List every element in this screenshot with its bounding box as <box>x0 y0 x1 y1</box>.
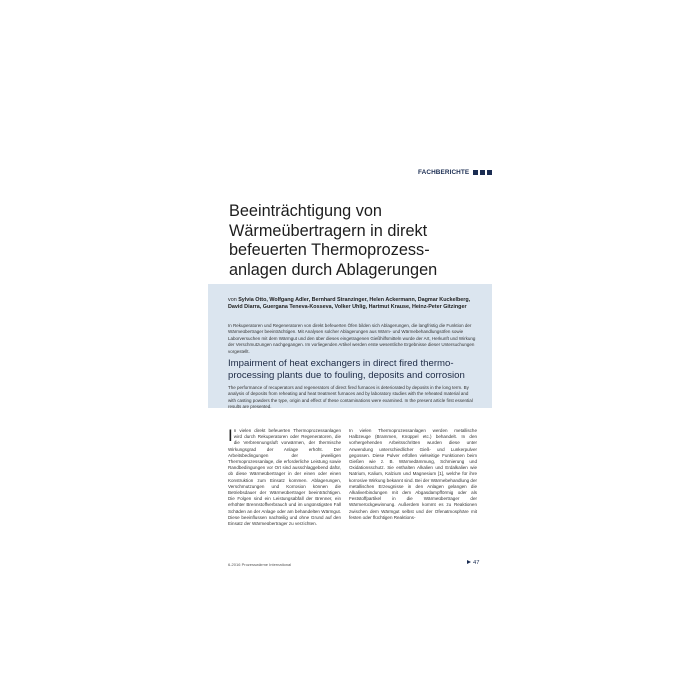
author-names: Sylvia Otto, Wolfgang Adler, Bernhard Stranzinger, Helen Ackermann, Dagmar Kuckelberg, David Diarra, Guergana Teneva-Kosseva, Volker Uhlig, Hartmut Krause, Heinz-Peter Gitzinger <box>228 297 471 311</box>
page-number-value: 47 <box>473 560 480 566</box>
section-square-icon <box>480 170 485 175</box>
author-line <box>228 297 472 312</box>
arrow-right-icon <box>467 560 471 564</box>
section-square-icon <box>473 170 478 175</box>
section-header <box>418 168 492 182</box>
body-column-left <box>228 428 341 527</box>
article-title: Beeinträchtigung von Wärmeübertragern in direkt befeuerten Thermoprozessanlagen durch Ablagerungen <box>229 202 438 279</box>
abstract-english: The performance of recuperators and regenerators of direct fired furnaces is deteriorated by deposits in the long term. By analysis of deposits from reheating and heat treatment furnaces and by laboratory studies with the reheated material and with casting powders the type, origin and effect of these contaminations were examined. In the present article first essential results are presented. <box>228 385 473 410</box>
body-column-right <box>349 428 477 521</box>
body-text-right: In vielen Thermoprozessanlagen werden metallische Halbzeuge (Brammen, Knüppel etc.) behandelt. In den vorhergehenden Arbeitsschritten wurden diese unter Anwendung unterschiedlicher Gieß- und Lunkerpulver gegossen. Diese Pulver erfüllen vielseitige Funktionen beim Gießen wie z. B. Wärmedämmung, Schmierung und Oxidationsschutz. Sie enthalten Alkalien und Erdalkalien wie Natrium, Kalium, Kalzium und Magnesium [1], welche für ihre korrosive Wirkung bekannt sind. Bei der Wärmebehandlung der metallischen Erzeugnisse in den Anlagen gelangen die Alkaliverbindungen mit dem Abgasdampfförmig oder als Feststoffpartikel in die Wärmeübertrager der Wärmerückgewinnung. Außerdem kommt es zu Reaktionen zwischen dem Wärmgut selbst und der Ofenatmosphäre mit festen oder flüchtigen Reaktions- <box>349 428 477 520</box>
section-label: FACHBERICHTE <box>418 169 470 176</box>
english-title: Impairment of heat exchangers in direct fired thermoprocessing plants due to fouling, deposits and corrosion <box>228 358 465 381</box>
authors-prefix: von <box>228 297 237 303</box>
section-square-icon <box>487 170 492 175</box>
abstract-german: In Rekuperatoren und Regeneratoren von direkt befeuerten Öfen bilden sich Ablagerungen, die langfristig die Funktion der Wärmeübertrager beeinträchtigen. Mit Analysen solcher Ablagerungen aus Wärm- und Wärmebehandlungsöfen sowie Laborversuchen mit dem Wärmgut und den über dieses eingetragenen Gießhilfsmitteln wurde der Art, Herkunft und Wirkung der Verschmutzungen nachgegangen. Im vorliegenden Artikel werden erste wesentliche Ergebnisse dieser Untersuchungen vorgestellt. <box>228 323 476 354</box>
body-text-left: n vielen direkt befeuerten Thermoprozessanlagen wird durch Rekuperatoren oder Regeneratoren, die die Verbrennungsluft vorwärmen, der thermische Wirkungsgrad der Anlage erhöht. Der Arbeitsbedingungen der jeweiligen Thermoprozessanlage, die erforderliche Leistung sowie Randbedingungen vor Ort sind ausschlaggebend dafür, ob diese Wärmeübertrager in der einen oder einen Konstruktion zum Einsatz kommen. Ablagerungen, Verschmutzungen und Korrosion können die Betriebsdauer der Wärmeübertrager beeinträchtigen. Die Folgen sind ein Leistungsabfall der Brenner, ein erhöhter Brennstoffverbrauch und im ungünstigsten Fall Schäden an der Anlage oder am behandelten Wärmgut. Diese beeinflussen nachteilig und ohne Grund auf den Einsatz der Wärmeübertrager zu verzichten. <box>228 428 341 527</box>
drop-cap: I <box>228 426 233 445</box>
journal-footer: 6-2016 Prozesswärme International <box>228 562 292 567</box>
page-number <box>467 560 479 566</box>
